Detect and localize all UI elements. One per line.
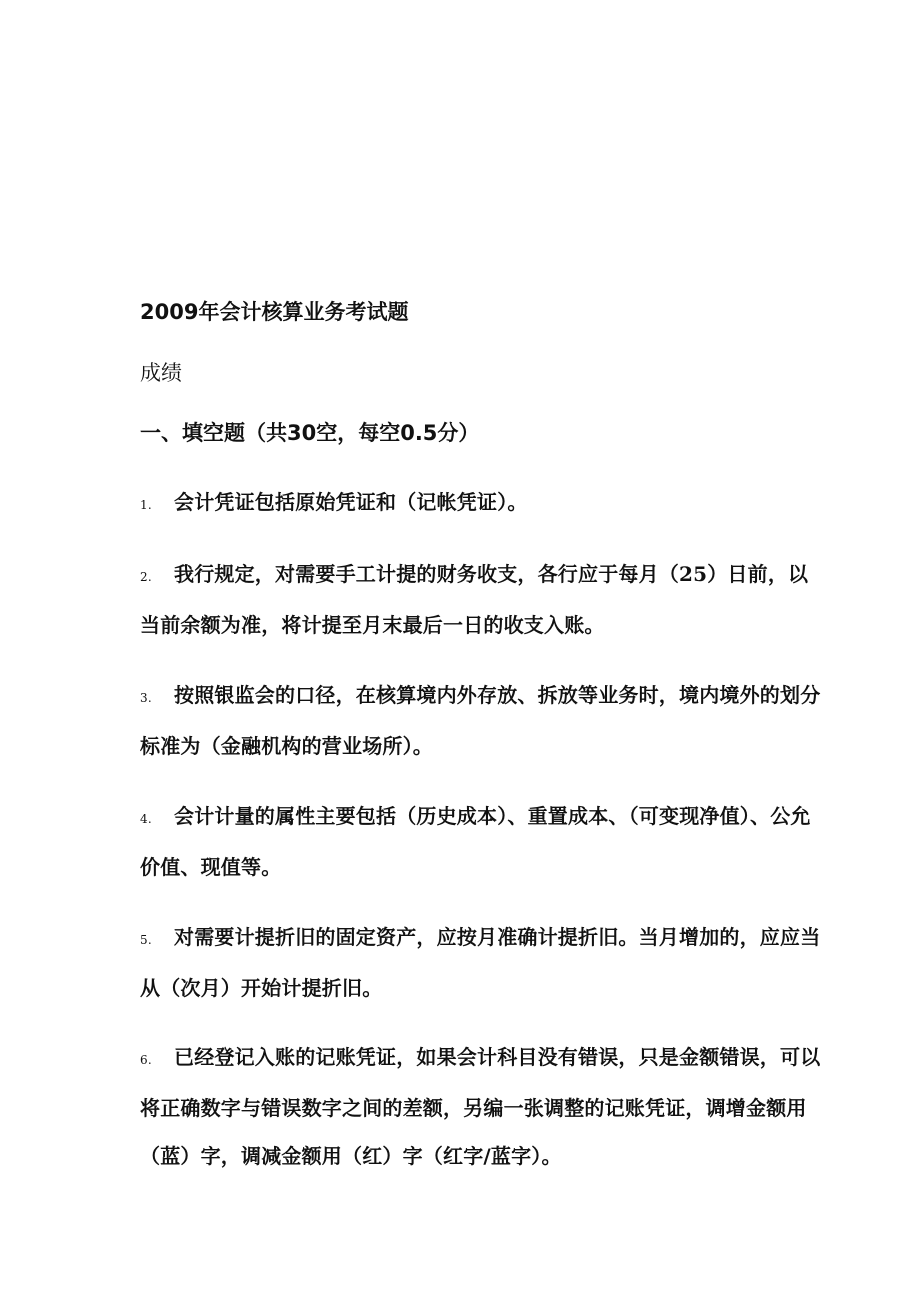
section-heading: 一、填空题（共30空，每空0.5分） (140, 421, 480, 445)
question-number: 4. (140, 812, 152, 826)
question-text: 会计计量的属性主要包括（历史成本）、重置成本、（可变现净值）、公允价值、现值等。 (140, 804, 811, 879)
question-number: 6. (140, 1053, 152, 1067)
question-item (140, 792, 822, 891)
question-number: 2. (140, 570, 152, 584)
question-number: 5. (140, 933, 152, 947)
question-item (140, 1033, 822, 1180)
question-item (140, 478, 822, 529)
document-title: 2009年会计核算业务考试题 (140, 300, 409, 324)
score-label: 成绩 (140, 361, 182, 385)
question-item (140, 913, 822, 1012)
question-text: 按照银监会的口径，在核算境内外存放、拆放等业务时，境内境外的划分标准为（金融机构的营业场所）。 (140, 683, 821, 758)
question-text: 我行规定，对需要手工计提的财务收支，各行应于每月（25）日前，以当前余额为准，将计提至月末最后一日的收支入账。 (140, 562, 809, 637)
question-item (140, 671, 822, 770)
question-text: 已经登记入账的记账凭证，如果会计科目没有错误，只是金额错误，可以将正确数字与错误数字之间的差额，另编一张调整的记账凭证，调增金额用（蓝）字，调减金额用（红）字（红字/蓝字）。 (140, 1045, 821, 1168)
question-text: 对需要计提折旧的固定资产，应按月准确计提折旧。当月增加的，应应当从（次月）开始计提折旧。 (140, 925, 821, 1000)
question-number: 3. (140, 691, 152, 705)
question-item (140, 550, 822, 649)
question-number: 1. (140, 498, 152, 512)
question-text: 会计凭证包括原始凭证和（记帐凭证）。 (174, 490, 528, 514)
